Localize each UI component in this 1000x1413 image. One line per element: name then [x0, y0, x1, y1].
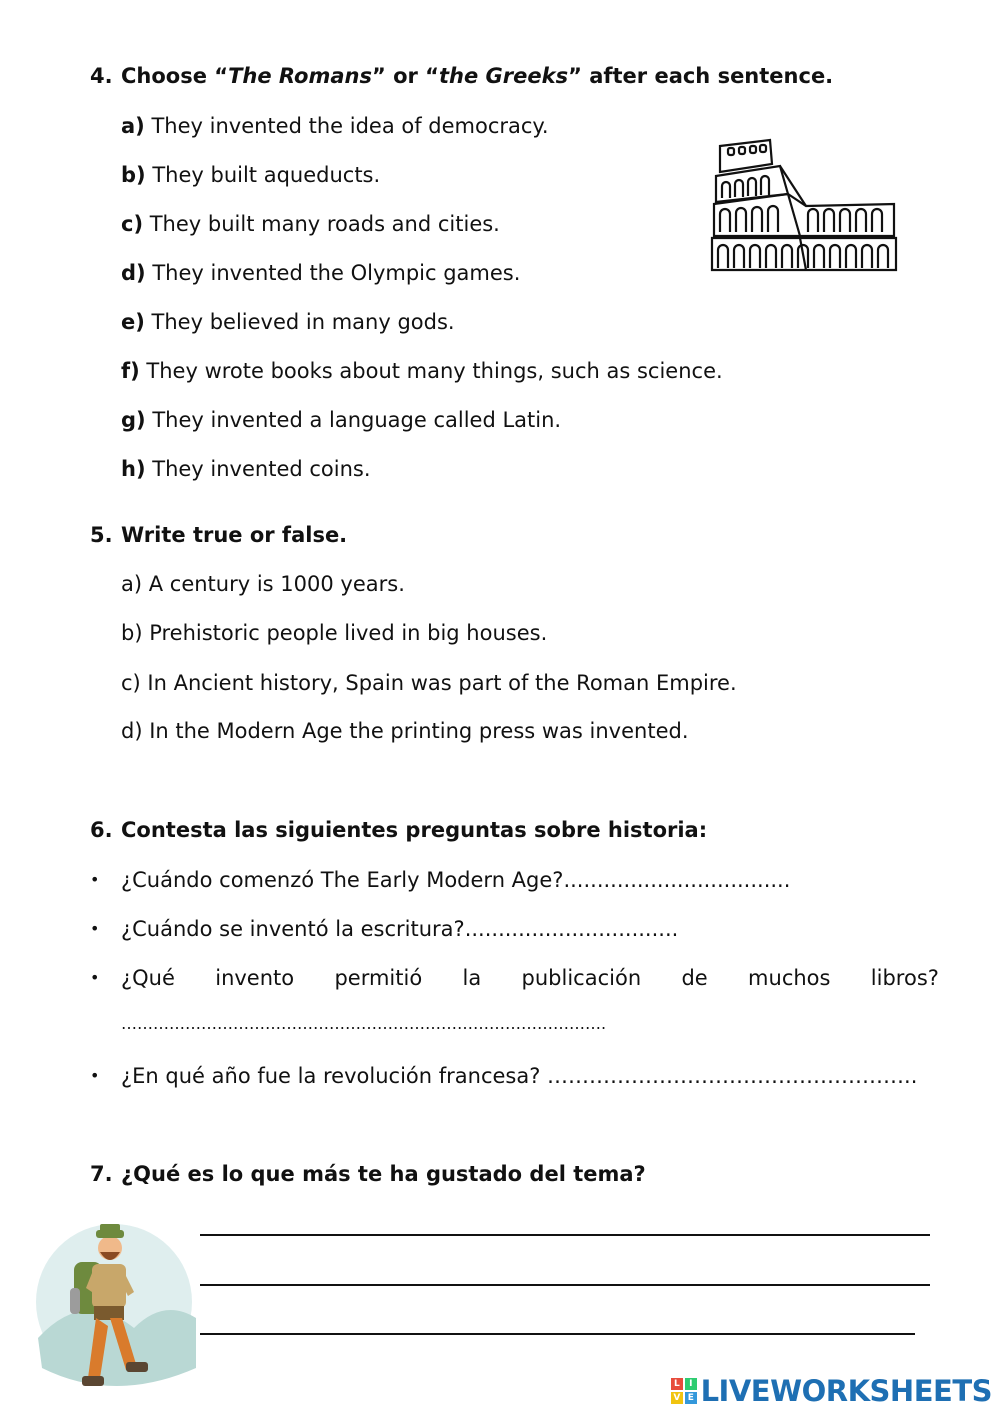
q4-item-text: They invented a language called Latin.: [152, 408, 562, 432]
q4-item-text: They built many roads and cities.: [149, 212, 500, 236]
q4-item-text: They invented the Olympic games.: [152, 261, 521, 285]
q4-item-text: They invented the idea of democracy.: [151, 114, 549, 138]
writing-line-2[interactable]: [200, 1284, 930, 1286]
bullet-icon: •: [90, 1066, 100, 1085]
q6-word: publicación: [521, 966, 642, 990]
q7-heading-text: ¿Qué es lo que más te ha gustado del tema?: [121, 1162, 646, 1186]
writing-line-3[interactable]: [200, 1333, 915, 1335]
q4-heading-greeks: the Greeks: [438, 64, 569, 88]
q6-bullet-3: [90, 966, 121, 990]
liveworksheets-logo-icon: [671, 1378, 697, 1404]
q4-item-h: [121, 457, 371, 481]
q4-item-text: They believed in many gods.: [151, 310, 455, 334]
q5-item-b: b) Prehistoric people lived in big houses.: [121, 621, 548, 645]
q4-item-text: They built aqueducts.: [152, 163, 381, 187]
q6-bullet-text: ¿Cuándo se inventó la escritura?................................: [121, 917, 679, 941]
q4-item-d: [121, 261, 520, 285]
logo-box-letter: V: [671, 1392, 683, 1404]
q6-word: invento: [215, 966, 295, 990]
logo-box-letter: I: [685, 1378, 697, 1390]
q6-word: libros?: [870, 966, 939, 990]
q4-item-f: [121, 359, 723, 383]
q5-heading: [90, 523, 347, 547]
q5-item-d: d) In the Modern Age the printing press was invented.: [121, 719, 689, 743]
q6-heading-text: Contesta las siguientes preguntas sobre historia:: [121, 818, 708, 842]
q4-heading-post: ” after each sentence.: [568, 64, 834, 88]
q4-item-letter: f): [121, 359, 140, 383]
q4-heading: [90, 64, 833, 88]
colosseum-illustration: [710, 136, 898, 276]
q4-heading-pre: Choose “: [121, 64, 229, 88]
q7-heading: [90, 1162, 646, 1186]
q4-item-g: [121, 408, 561, 432]
q6-bullet-3-answer-line[interactable]: ……………………………………………………………………………….: [121, 1014, 607, 1033]
q6-heading: [90, 818, 707, 842]
q6-word: de: [681, 966, 708, 990]
q6-word: ¿Qué: [121, 966, 175, 990]
q4-item-letter: h): [121, 457, 146, 481]
q5-heading-text: Write true or false.: [121, 523, 348, 547]
q4-item-text: They wrote books about many things, such as science.: [146, 359, 723, 383]
q6-number: 6.: [90, 818, 113, 842]
q4-item-letter: g): [121, 408, 146, 432]
q4-item-letter: a): [121, 114, 145, 138]
explorer-illustration: [34, 1218, 198, 1404]
q6-bullet-text: ¿En qué año fue la revolución francesa? ……………………………………………..: [121, 1064, 918, 1088]
q5-item-c: c) In Ancient history, Spain was part of the Roman Empire.: [121, 671, 737, 695]
q6-bullet-4: [90, 1064, 917, 1088]
q6-bullet-2: [90, 917, 678, 941]
q4-heading-romans: The Romans: [228, 64, 372, 88]
q6-bullet-3-question: [121, 966, 939, 990]
q4-item-b: [121, 163, 380, 187]
liveworksheets-logo: [671, 1374, 992, 1408]
q6-word: la: [462, 966, 482, 990]
writing-line-1[interactable]: [200, 1234, 930, 1236]
q5-number: 5.: [90, 523, 113, 547]
q6-bullet-1: [90, 868, 790, 892]
q4-item-c: [121, 212, 500, 236]
q4-item-e: [121, 310, 455, 334]
q5-item-a: a) A century is 1000 years.: [121, 572, 405, 596]
bullet-icon: •: [90, 968, 100, 987]
liveworksheets-logo-text: LIVEWORKSHEETS: [700, 1374, 992, 1408]
q4-heading-mid: ” or “: [371, 64, 439, 88]
q4-item-letter: d): [121, 261, 146, 285]
q6-word: permitió: [334, 966, 423, 990]
bullet-icon: •: [90, 919, 100, 938]
bullet-icon: •: [90, 870, 100, 889]
q4-item-a: [121, 114, 549, 138]
q4-number: 4.: [90, 64, 113, 88]
q4-item-text: They invented coins.: [152, 457, 371, 481]
q6-word: muchos: [748, 966, 831, 990]
q7-number: 7.: [90, 1162, 113, 1186]
q4-item-letter: b): [121, 163, 146, 187]
q4-item-letter: e): [121, 310, 145, 334]
logo-box-letter: E: [685, 1392, 697, 1404]
q4-item-letter: c): [121, 212, 144, 236]
logo-box-letter: L: [671, 1378, 683, 1390]
q6-bullet-text: ¿Cuándo comenzó The Early Modern Age?..................................: [121, 868, 791, 892]
